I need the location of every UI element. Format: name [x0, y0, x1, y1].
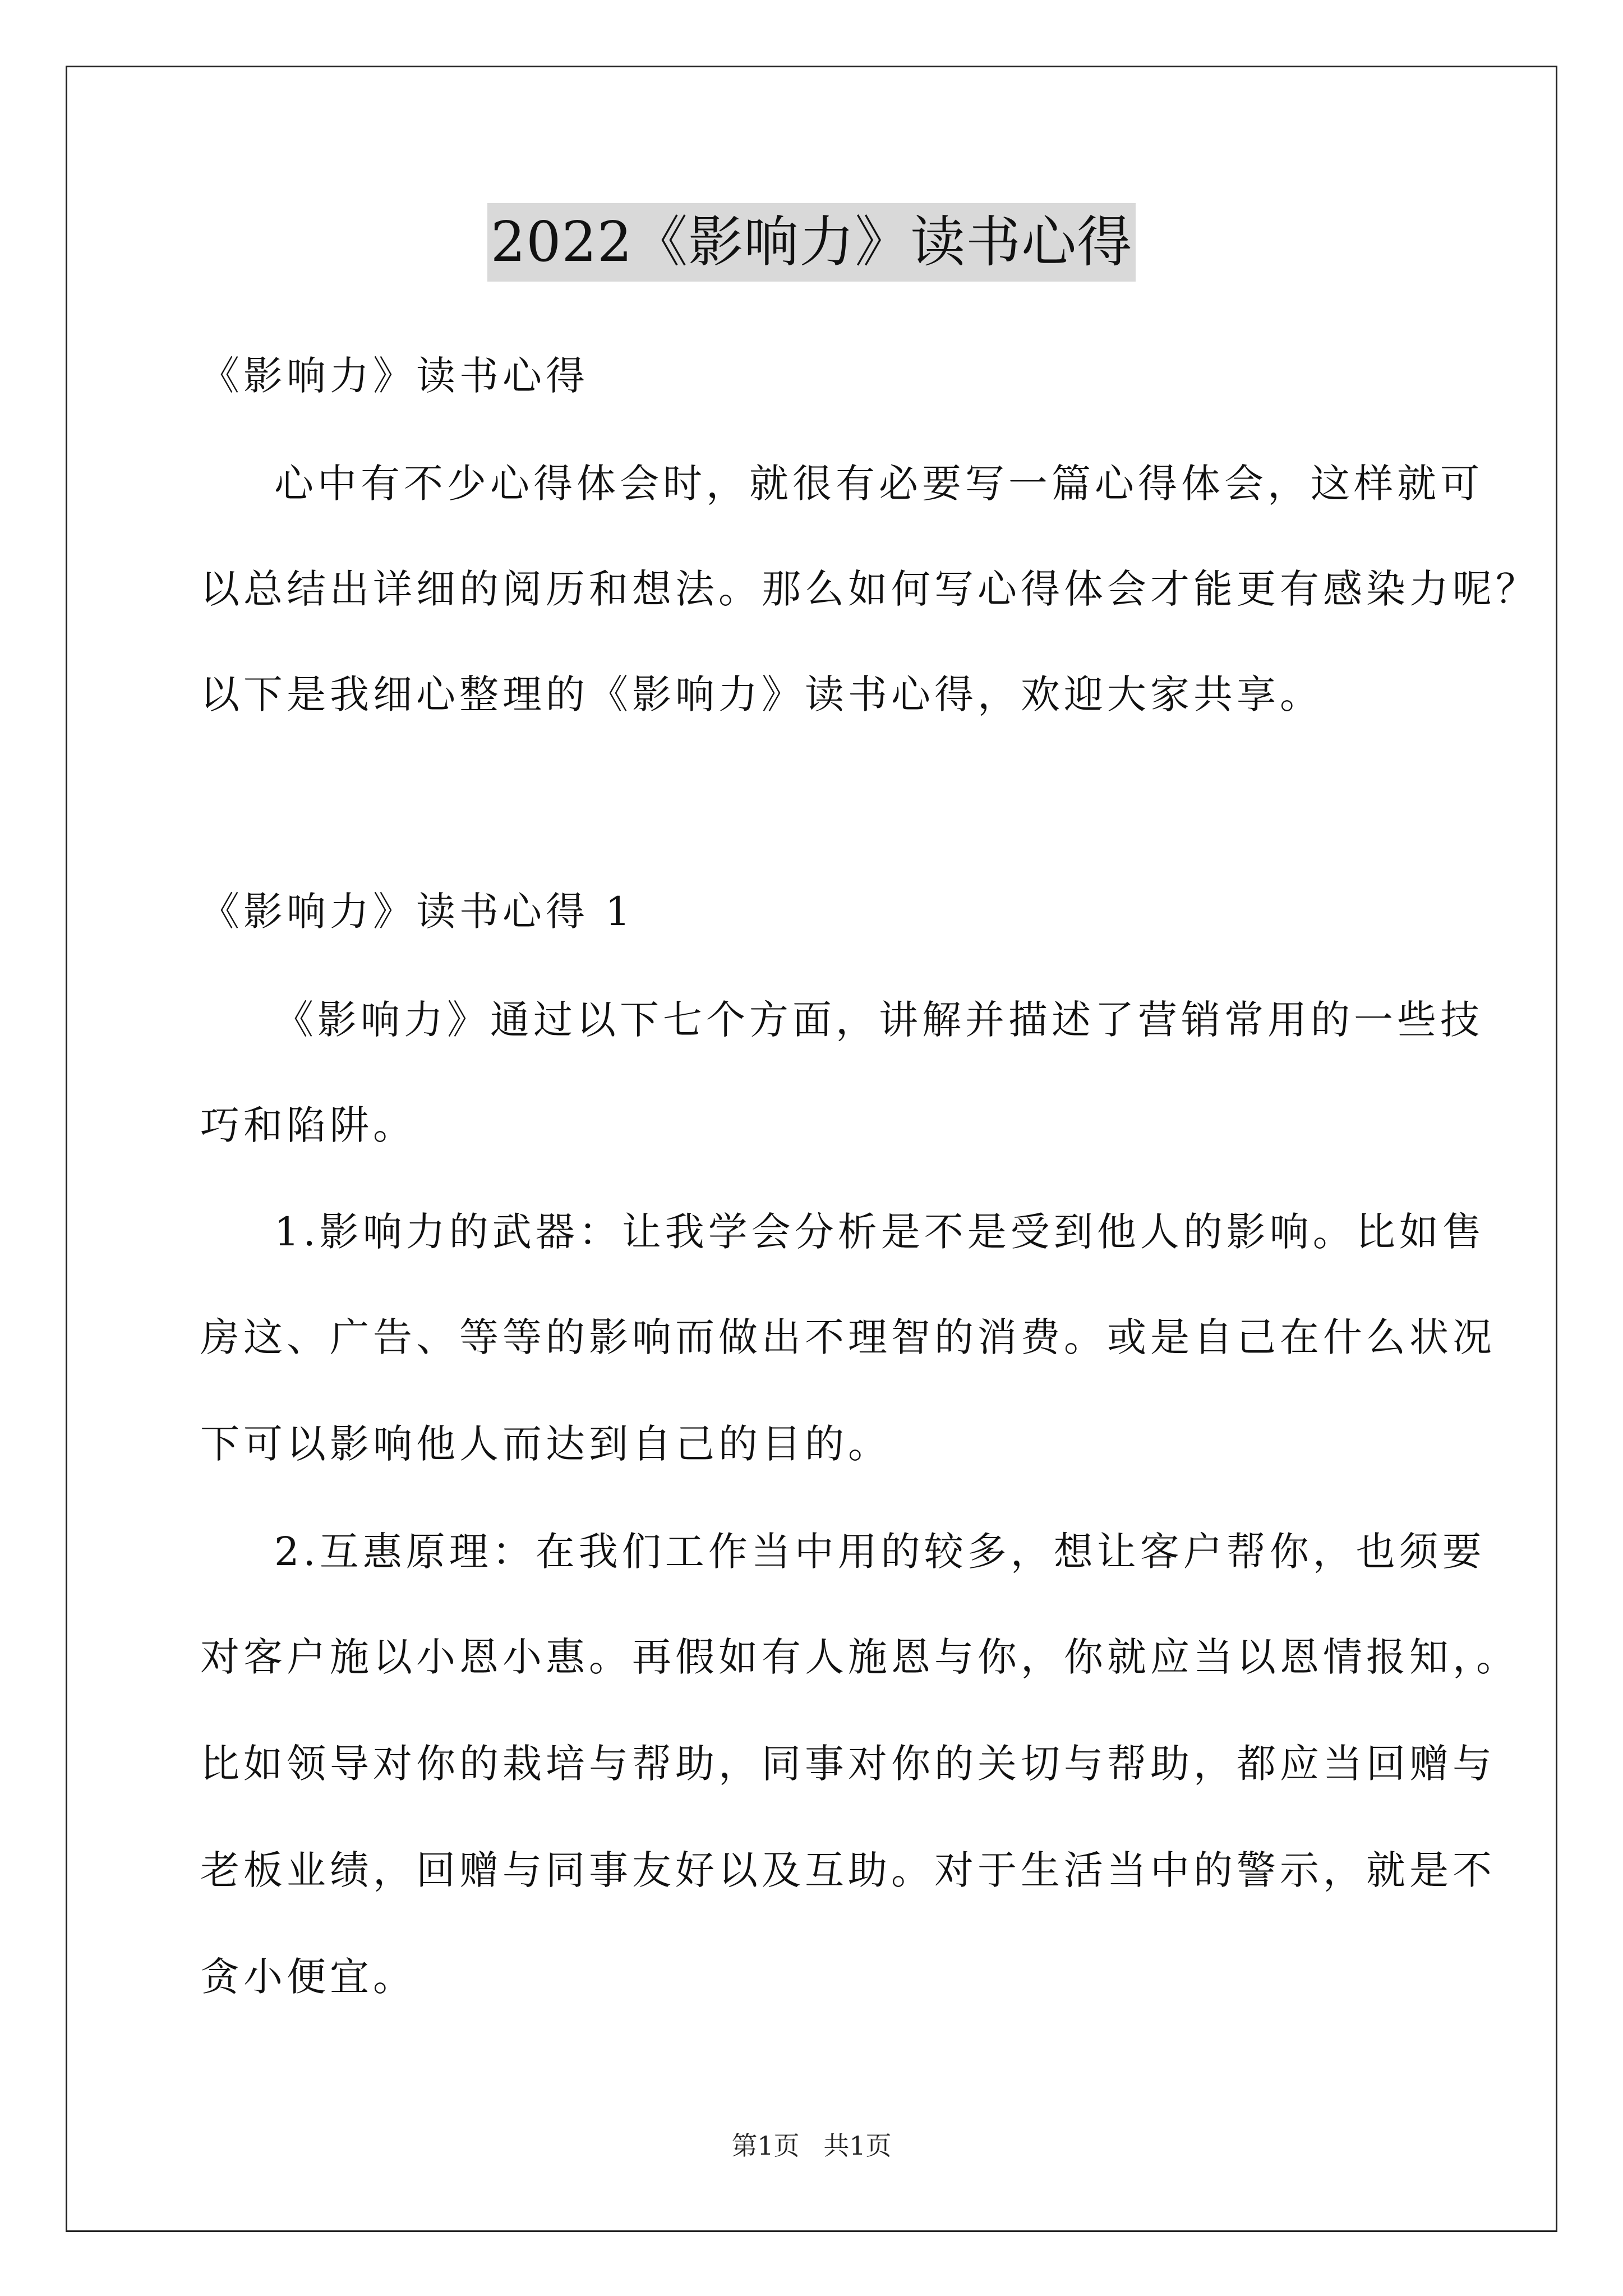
page-total-label: 共1页 [823, 2131, 892, 2161]
section-para3-line-5: 贪小便宜。 [200, 1954, 416, 2000]
section-heading: 《影响力》读书心得 1 [200, 889, 634, 935]
section-para2-line-3: 下可以影响他人而达到自己的目的。 [200, 1421, 891, 1467]
section-para3-line-2: 对客户施以小恩小惠。再假如有人施恩与你，你就应当以恩情报知，。 [200, 1634, 1519, 1680]
title-container [0, 203, 1623, 282]
section-para3-line-3: 比如领导对你的栽培与帮助，同事对你的关切与帮助，都应当回赠与 [200, 1741, 1496, 1787]
intro-line-2: 以总结出详细的阅历和想法。那么如何写心得体会才能更有感染力呢？ [200, 566, 1539, 612]
document-title: 2022《影响力》读书心得 [487, 203, 1136, 282]
section-para2-line-2: 房这、广告、等等的影响而做出不理智的消费。或是自己在什么状况 [200, 1314, 1496, 1360]
intro-line-1: 心中有不少心得体会时，就很有必要写一篇心得体会，这样就可 [274, 461, 1483, 507]
section-para1-line-2: 巧和陷阱。 [200, 1102, 416, 1148]
page-footer [0, 2129, 1623, 2162]
section-para2-line-1: 1.影响力的武器：让我学会分析是不是受到他人的影响。比如售 [274, 1209, 1486, 1255]
intro-line-3: 以下是我细心整理的《影响力》读书心得，欢迎大家共享。 [200, 671, 1323, 717]
section-para1-line-1: 《影响力》通过以下七个方面，讲解并描述了营销常用的一些技 [274, 997, 1483, 1043]
page-current-label: 第1页 [731, 2131, 800, 2161]
subtitle: 《影响力》读书心得 [200, 353, 589, 399]
section-para3-line-4: 老板业绩，回赠与同事友好以及互助。对于生活当中的警示，就是不 [200, 1847, 1496, 1893]
section-para3-line-1: 2.互惠原理：在我们工作当中用的较多，想让客户帮你，也须要 [274, 1529, 1486, 1575]
